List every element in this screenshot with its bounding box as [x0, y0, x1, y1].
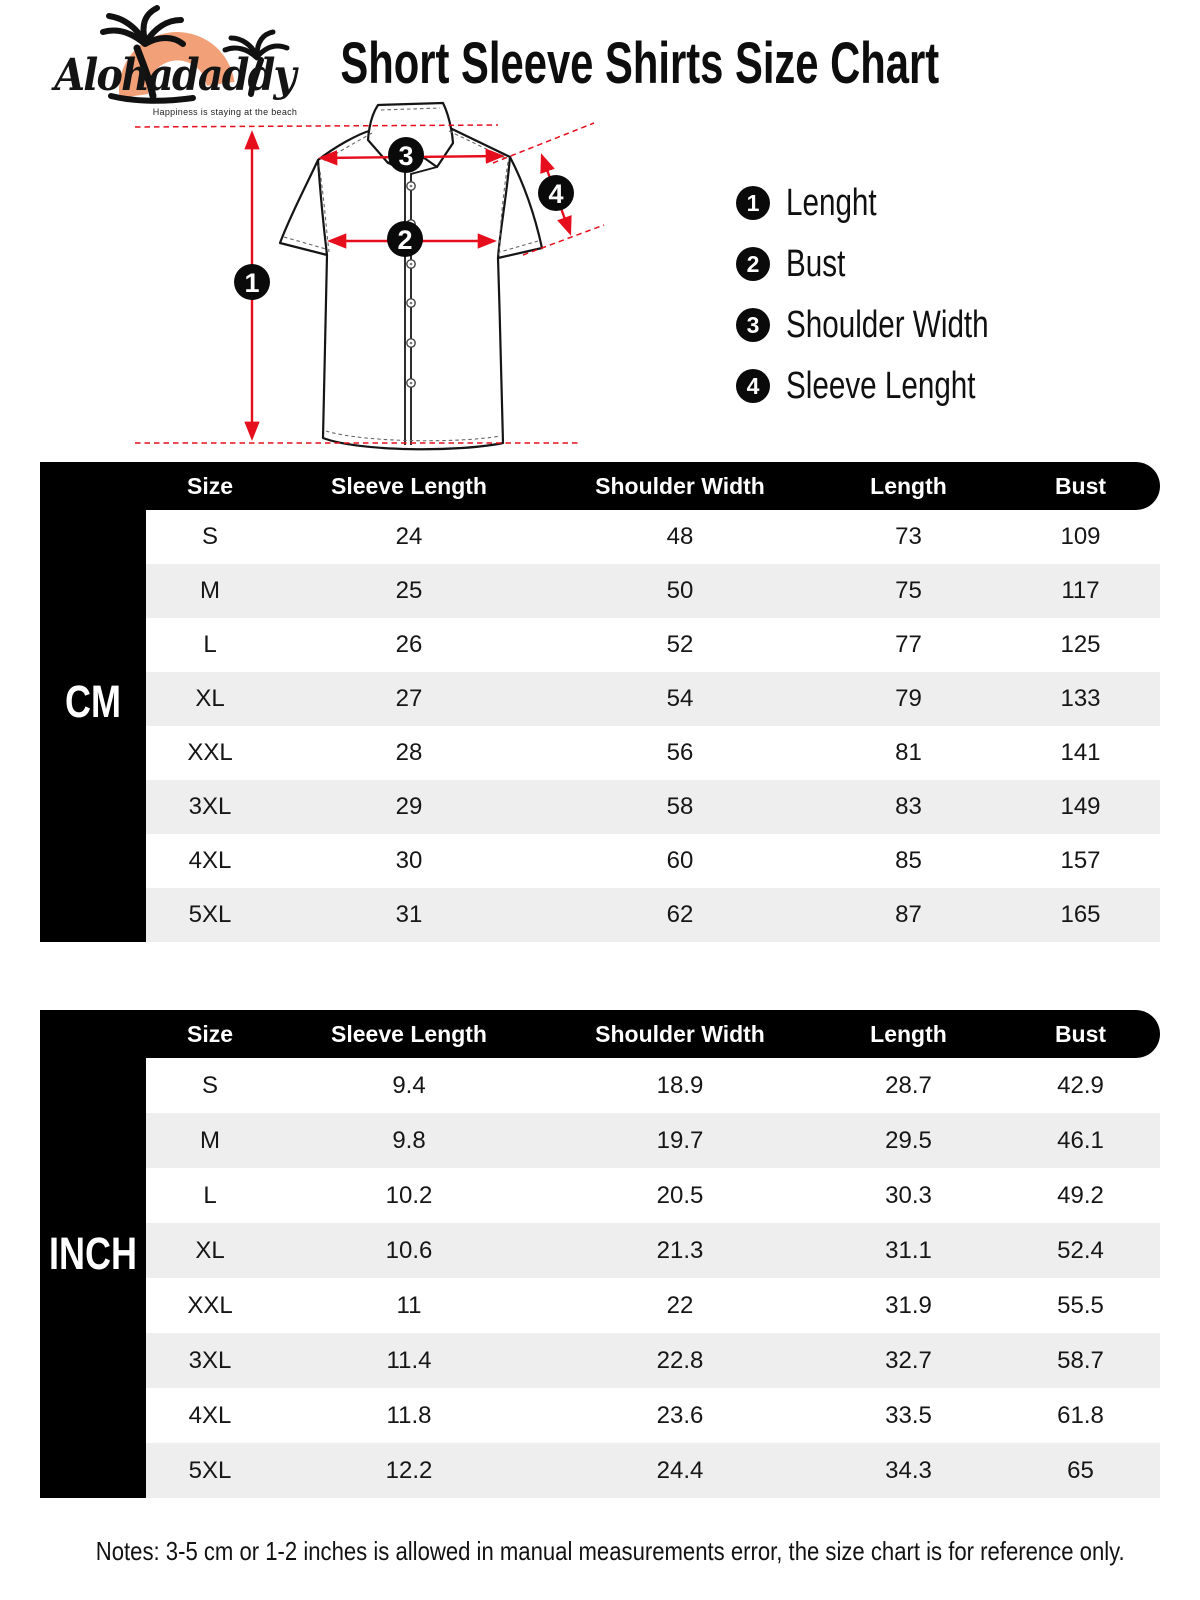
- notes-wrap: [20, 1536, 1200, 1567]
- cell-size: M: [200, 577, 220, 604]
- cell-sleeve-length: 30: [395, 847, 423, 874]
- legend-label: Lenght: [786, 181, 877, 224]
- cell-size: L: [203, 631, 217, 658]
- cell-bust: 157: [1060, 847, 1101, 874]
- cell-bust: 49.2: [1057, 1181, 1104, 1209]
- cell-shoulder-width: 22.8: [656, 1346, 704, 1374]
- cell-size: XXL: [187, 1291, 233, 1319]
- cell-shoulder-width: 20.5: [656, 1181, 704, 1209]
- table-body-cm: [146, 510, 1160, 942]
- size-table-inch: [40, 1010, 1160, 1498]
- page-title: Short Sleeve Shirts Size Chart: [340, 31, 940, 96]
- cell-bust: 46.1: [1057, 1126, 1104, 1154]
- cell-size: L: [203, 1181, 217, 1209]
- cell-bust: 55.5: [1057, 1291, 1104, 1319]
- cell-size: S: [201, 523, 218, 550]
- cell-bust: 61.8: [1057, 1401, 1104, 1429]
- table-row: [146, 1388, 1160, 1443]
- legend-label: Shoulder Width: [786, 303, 989, 346]
- column-header-size: Size: [186, 1020, 234, 1047]
- cell-length: 32.7: [885, 1346, 932, 1374]
- cell-shoulder-width: 19.7: [656, 1126, 704, 1154]
- cell-bust: 109: [1060, 523, 1101, 550]
- table-row: [146, 1223, 1160, 1278]
- cell-bust: 125: [1060, 631, 1101, 658]
- column-header-length: Length: [870, 1020, 947, 1047]
- cell-length: 83: [895, 793, 922, 820]
- legend-label: Sleeve Lenght: [786, 364, 976, 407]
- cell-sleeve-length: 9.4: [392, 1071, 426, 1099]
- table-row: [146, 834, 1160, 888]
- table-row: [146, 672, 1160, 726]
- column-header-size: Size: [186, 472, 234, 499]
- cell-shoulder-width: 23.6: [656, 1401, 704, 1429]
- cell-bust: 65: [1067, 1456, 1094, 1484]
- column-header-sleeve-length: Sleeve Length: [331, 1020, 487, 1047]
- brand-name: Alohadaddy: [54, 50, 296, 101]
- cell-sleeve-length: 26: [395, 631, 423, 658]
- table-row: [146, 888, 1160, 942]
- cell-shoulder-width: 60: [666, 847, 694, 874]
- unit-label-cm: [40, 462, 146, 942]
- column-header-length: Length: [870, 472, 947, 499]
- legend-item: [736, 242, 1046, 285]
- cell-sleeve-length: 25: [395, 577, 423, 604]
- cell-sleeve-length: 12.2: [385, 1456, 433, 1484]
- legend-item: [736, 181, 1046, 224]
- cell-shoulder-width: 21.3: [656, 1236, 704, 1264]
- cell-size: XL: [195, 685, 225, 712]
- cell-shoulder-width: 24.4: [656, 1456, 704, 1484]
- table-row: [146, 780, 1160, 834]
- legend-number-badge: 1: [736, 186, 770, 220]
- table-row: [146, 1278, 1160, 1333]
- cell-sleeve-length: 10.6: [385, 1236, 433, 1264]
- cell-size: 4XL: [188, 847, 232, 874]
- cell-size: 5XL: [188, 1456, 232, 1484]
- cell-size: 3XL: [188, 793, 232, 820]
- unit-text-cm: CM: [64, 676, 121, 727]
- cell-sleeve-length: 11.8: [386, 1401, 432, 1429]
- cell-sleeve-length: 27: [395, 685, 423, 712]
- cell-size: 3XL: [188, 1346, 232, 1374]
- table-row: [146, 1113, 1160, 1168]
- cell-size: XXL: [187, 739, 233, 766]
- table-header-cm: [40, 462, 1160, 510]
- unit-text-inch: INCH: [49, 1228, 137, 1279]
- cell-length: 77: [895, 631, 922, 658]
- shirt-measurement-diagram: [120, 92, 620, 460]
- page-title-wrap: [80, 30, 1200, 97]
- cell-shoulder-width: 54: [666, 685, 694, 712]
- column-header-bust: Bust: [1054, 472, 1107, 499]
- table-row: [146, 1443, 1160, 1498]
- table-row: [146, 726, 1160, 780]
- cell-shoulder-width: 18.9: [656, 1071, 704, 1099]
- cell-size: 4XL: [188, 1401, 232, 1429]
- measurement-legend: [736, 181, 1046, 407]
- cell-sleeve-length: 31: [395, 901, 423, 928]
- cell-shoulder-width: 22: [666, 1291, 694, 1319]
- cell-shoulder-width: 52: [666, 631, 694, 658]
- cell-size: 5XL: [188, 901, 232, 928]
- cell-bust: 52.4: [1057, 1236, 1104, 1264]
- cell-shoulder-width: 48: [666, 523, 694, 550]
- table-body-inch: [146, 1058, 1160, 1498]
- size-table-cm: [40, 462, 1160, 942]
- cell-size: XL: [195, 1236, 225, 1264]
- legend-item: [736, 303, 1046, 346]
- table-header-inch: [40, 1010, 1160, 1058]
- unit-label-inch: [40, 1010, 146, 1498]
- cell-length: 34.3: [885, 1456, 932, 1484]
- cell-sleeve-length: 10.2: [385, 1181, 433, 1209]
- cell-length: 31.9: [885, 1291, 932, 1319]
- cell-sleeve-length: 24: [395, 523, 423, 550]
- cell-sleeve-length: 29: [395, 793, 423, 820]
- brand-tagline: Happiness is staying at the beach: [152, 107, 298, 117]
- cell-sleeve-length: 11: [396, 1291, 422, 1319]
- cell-bust: 133: [1060, 685, 1101, 712]
- shirt-diagram-svg: [120, 92, 620, 460]
- legend-number-badge: 4: [736, 369, 770, 403]
- cell-shoulder-width: 58: [666, 793, 694, 820]
- table-row: [146, 1058, 1160, 1113]
- marker-1-number: 1: [244, 268, 260, 298]
- marker-2-number: 2: [397, 225, 413, 255]
- cell-bust: 149: [1060, 793, 1101, 820]
- cell-length: 29.5: [885, 1126, 932, 1154]
- cell-size: M: [200, 1126, 220, 1154]
- cell-bust: 42.9: [1057, 1071, 1104, 1099]
- table-row: [146, 1333, 1160, 1388]
- cell-bust: 141: [1060, 739, 1101, 766]
- marker-4-number: 4: [548, 179, 564, 209]
- cell-length: 33.5: [885, 1401, 932, 1429]
- legend-number-badge: 2: [736, 247, 770, 281]
- table-row: [146, 564, 1160, 618]
- cell-bust: 165: [1060, 901, 1101, 928]
- cell-length: 87: [895, 901, 922, 928]
- legend-item: [736, 364, 1046, 407]
- cell-sleeve-length: 28: [395, 739, 423, 766]
- table-row: [146, 618, 1160, 672]
- marker-3-number: 3: [398, 141, 414, 171]
- cell-length: 81: [895, 739, 922, 766]
- cell-length: 28.7: [885, 1071, 932, 1099]
- column-header-shoulder-width: Shoulder Width: [595, 472, 765, 499]
- cell-length: 30.3: [885, 1181, 932, 1209]
- cell-bust: 58.7: [1057, 1346, 1104, 1374]
- cell-length: 75: [895, 577, 922, 604]
- column-header-sleeve-length: Sleeve Length: [331, 472, 487, 499]
- notes-text: Notes: 3-5 cm or 1-2 inches is allowed in manual measurements error, the size chart is for reference only.: [95, 1536, 1125, 1566]
- cell-bust: 117: [1061, 577, 1100, 604]
- cell-length: 73: [895, 523, 922, 550]
- cell-shoulder-width: 50: [666, 577, 694, 604]
- cell-sleeve-length: 9.8: [392, 1126, 426, 1154]
- table-row: [146, 1168, 1160, 1223]
- cell-length: 31.1: [885, 1236, 932, 1264]
- column-header-shoulder-width: Shoulder Width: [595, 1020, 765, 1047]
- cell-length: 79: [895, 685, 922, 712]
- cell-shoulder-width: 56: [666, 739, 694, 766]
- cell-size: S: [201, 1071, 218, 1099]
- cell-shoulder-width: 62: [666, 901, 694, 928]
- legend-label: Bust: [786, 242, 846, 285]
- cell-sleeve-length: 11.4: [386, 1346, 432, 1374]
- table-row: [146, 510, 1160, 564]
- legend-number-badge: 3: [736, 308, 770, 342]
- cell-length: 85: [895, 847, 922, 874]
- column-header-bust: Bust: [1054, 1020, 1107, 1047]
